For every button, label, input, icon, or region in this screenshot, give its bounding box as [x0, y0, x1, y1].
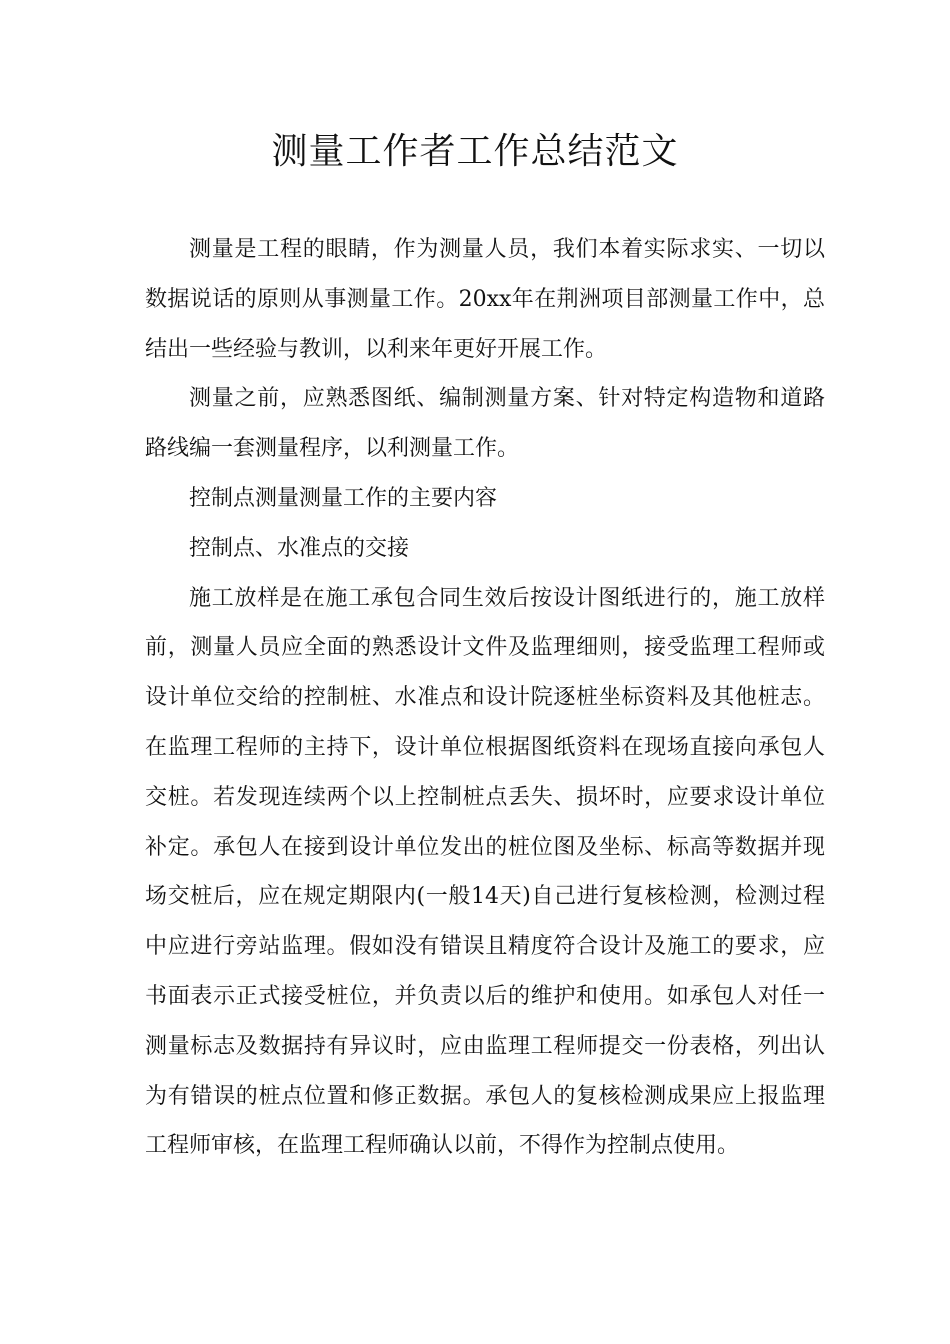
paragraph-preparation: 测量之前，应熟悉图纸、编制测量方案、针对特定构造物和道路路线编一套测量程序，以利测量工作。 — [145, 386, 825, 462]
paragraph-intro: 测量是工程的眼睛，作为测量人员，我们本着实际求实、一切以数据说话的原则从事测量工作。20xx年在荆洲项目部测量工作中，总结出一些经验与教训，以利来年更好开展工作。 — [145, 237, 825, 362]
paragraph-stakeout: 施工放样是在施工承包合同生效后按设计图纸进行的，施工放样前，测量人员应全面的熟悉设计文件及监理细则，接受监理工程师或设计单位交给的控制桩、水准点和设计院逐桩坐标资料及其他桩志。在监理工程师的主持下，设计单位根据图纸资料在现场直接向承包人交桩。若发现连续两个以上控制桩点丢失、损坏时，应要求设计单位补定。承包人在接到设计单位发出的桩位图及坐标、标高等数据并现场交桩后，应在规定期限内(一般14天)自己进行复核检测，检测过程中应进行旁站监理。假如没有错误且精度符合设计及施工的要求，应书面表示正式接受桩位，并负责以后的维护和使用。如承包人对任一测量标志及数据持有异议时，应由监理工程师提交一份表格，列出认为有错误的桩点位置和修正数据。承包人的复核检测成果应上报监理工程师审核，在监理工程师确认以前，不得作为控制点使用。 — [145, 585, 825, 1159]
section-heading-handover: 控制点、水准点的交接 — [189, 535, 410, 561]
section-heading-control-survey: 控制点测量测量工作的主要内容 — [189, 485, 498, 511]
document-title: 测量工作者工作总结范文 — [271, 131, 679, 172]
document-body — [145, 225, 825, 1171]
